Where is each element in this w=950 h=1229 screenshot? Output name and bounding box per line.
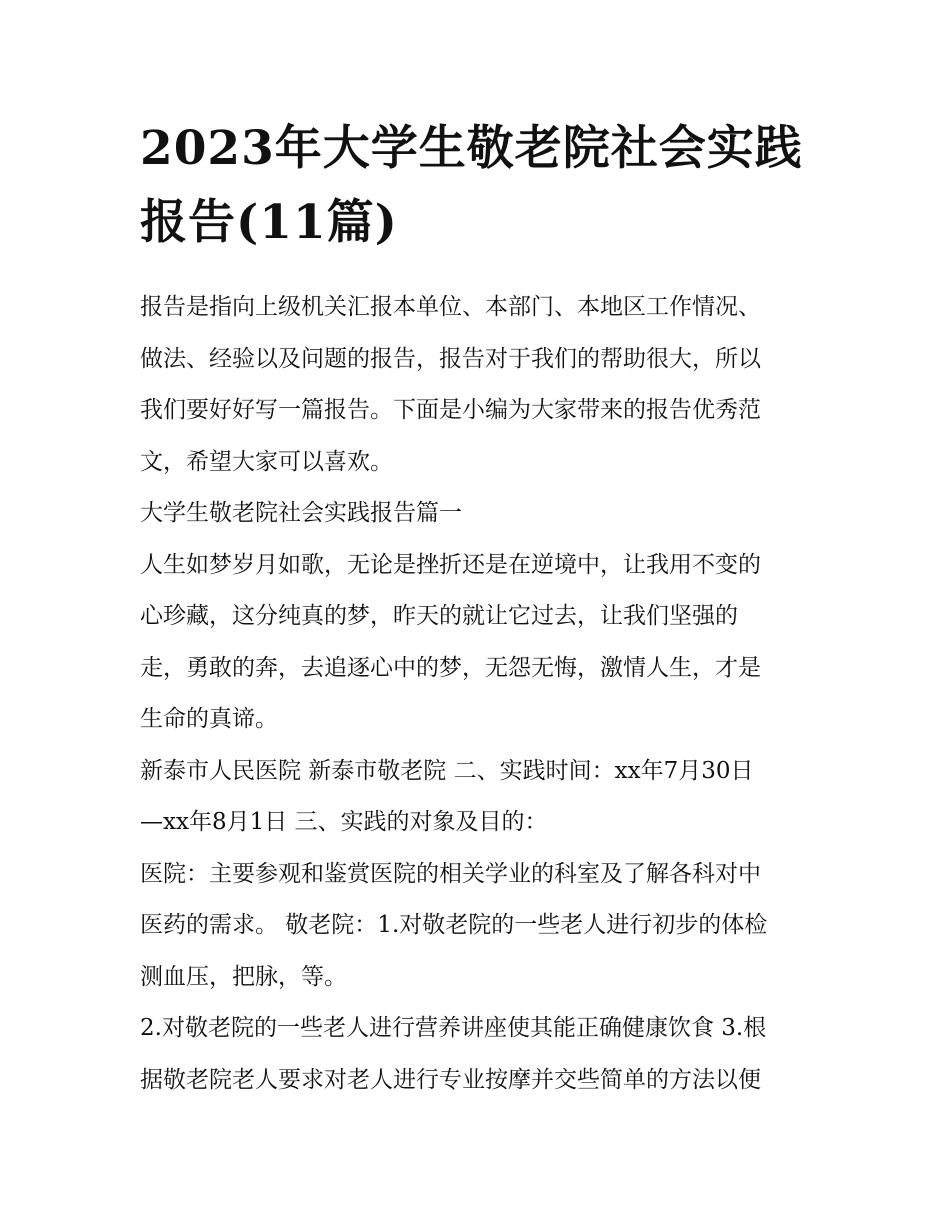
text-line: 新泰市人民医院 新泰市敬老院 二、实践时间：xx年7月30日 [140, 757, 754, 784]
text-line: 医药的需求。 敬老院：1.对敬老院的一些老人进行初步的体检 [140, 912, 768, 938]
body-paragraph [140, 746, 820, 849]
body-paragraph [140, 849, 820, 1004]
text-line: 据敬老院老人要求对老人进行专业按摩并交些简单的方法以便 [140, 1066, 761, 1093]
text-line: 做法、经验以及问题的报告，报告对于我们的帮助很大，所以 [140, 345, 761, 372]
text-line: 人生如梦岁月如歌，无论是挫折还是在逆境中，让我用不变的 [140, 551, 761, 578]
section-heading [140, 488, 820, 540]
text-line: 医院：主要参观和鉴赏医院的相关学业的科室及了解各科对中 [140, 860, 761, 887]
text-line: 大学生敬老院社会实践报告篇一 [140, 500, 462, 526]
text-line: 文，希望大家可以喜欢。 [140, 448, 393, 475]
title-line-1: 2023年大学生敬老院社会实践 [140, 121, 803, 176]
body-paragraph [140, 540, 820, 746]
text-line: 我们要好好写一篇报告。下面是小编为大家带来的报告优秀范 [140, 397, 761, 423]
title-line-2: 报告(11篇) [140, 195, 398, 250]
document-page [140, 112, 820, 1106]
intro-paragraph [140, 282, 820, 488]
text-line: 测血压，把脉，等。 [140, 963, 347, 990]
text-line: 心珍藏，这分纯真的梦，昨天的就让它过去，让我们坚强的 [140, 603, 738, 629]
body-paragraph [140, 1003, 820, 1106]
document-title [140, 112, 820, 260]
text-line: 报告是指向上级机关汇报本单位、本部门、本地区工作情况、 [140, 294, 761, 320]
text-line: —xx年8月1日 三、实践的对象及目的： [140, 809, 548, 835]
text-line: 生命的真谛。 [140, 706, 278, 732]
text-line: 2.对敬老院的一些老人进行营养讲座使其能正确健康饮食 3.根 [140, 1015, 767, 1041]
text-line: 走，勇敢的奔，去追逐心中的梦，无怨无悔，激情人生，才是 [140, 654, 761, 681]
